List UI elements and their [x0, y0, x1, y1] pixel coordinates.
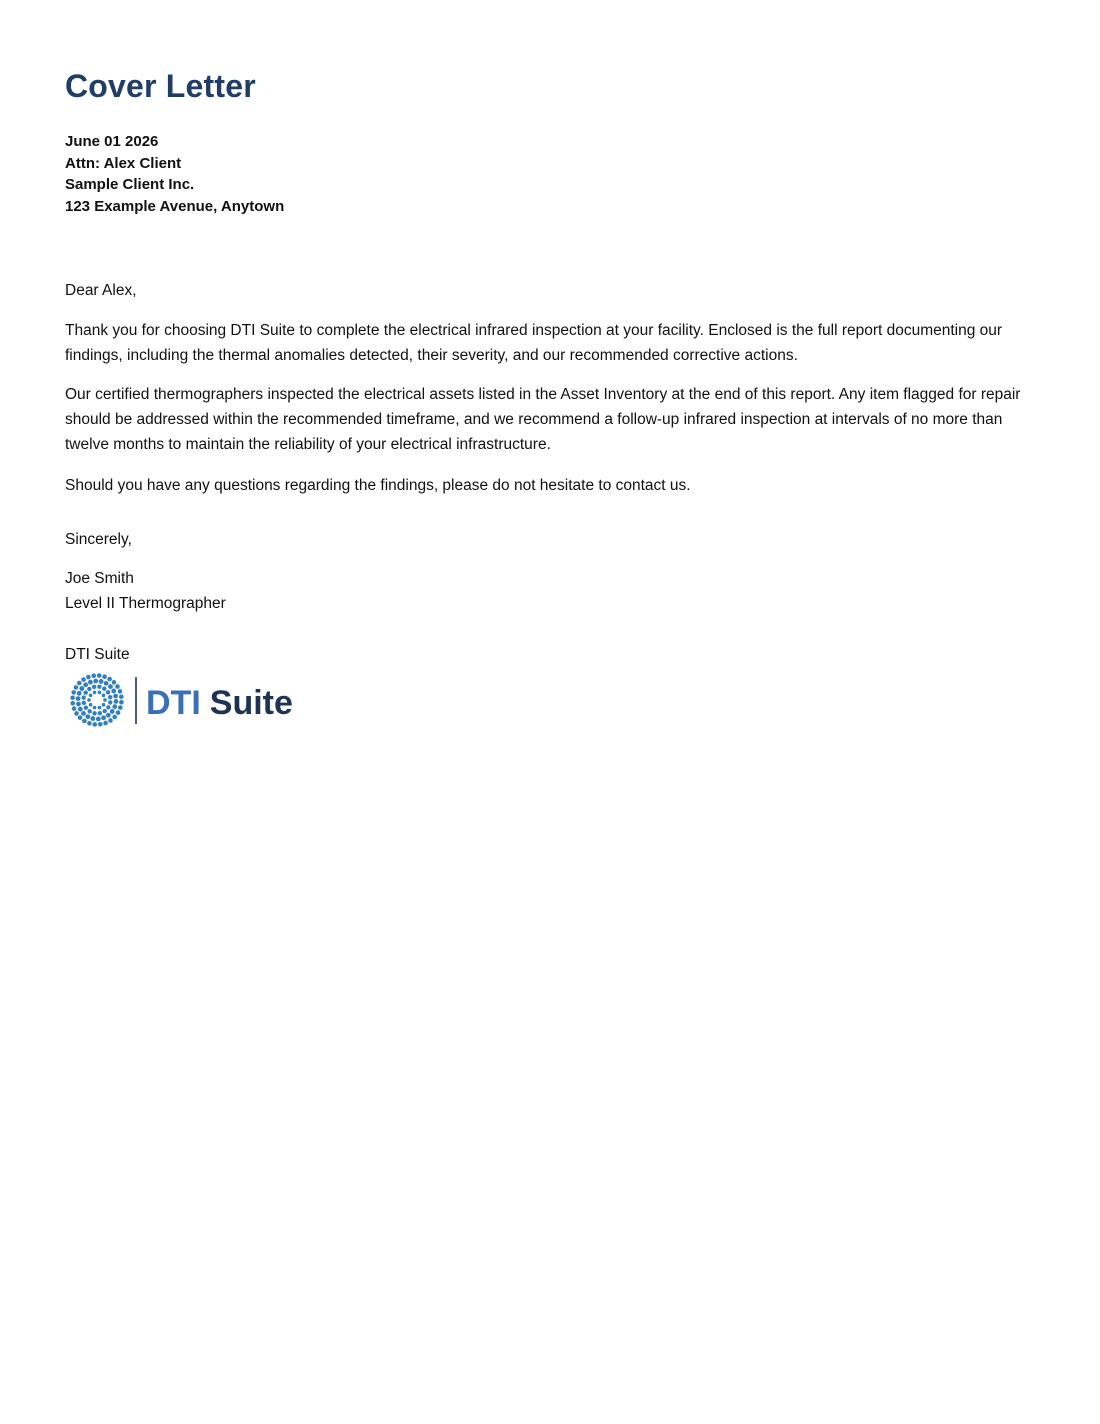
logo-dot — [81, 711, 86, 716]
logo-dot — [82, 719, 87, 724]
logo-dot — [92, 722, 97, 727]
logo-dot — [92, 711, 96, 715]
logo-dot — [102, 703, 106, 707]
logo-dot — [93, 706, 97, 710]
body-paragraph-2: Our certified thermographers inspected the electrical assets listed in the Asset Inventory at the end of this report. Any item flagged for repair should be addressed within the recommended timeframe, and we recommend a follow-up infrared inspection at intervals of no more than twelve months to maintain the reliability of your electrical infrastructure. — [65, 386, 1021, 453]
attention-line: Attn: Alex Client — [65, 154, 182, 172]
logo-dot — [84, 705, 88, 709]
signer-title: Level II Thermographer — [65, 595, 226, 612]
recipient-address-block — [65, 131, 284, 217]
logo-dot — [82, 701, 86, 705]
logo-dot — [87, 698, 91, 702]
logo-dot — [106, 705, 110, 709]
logo-dot — [76, 696, 81, 701]
logo-dot — [108, 684, 113, 689]
logo-dot — [112, 680, 117, 685]
logo-dot — [106, 690, 110, 694]
logo-dot — [103, 698, 107, 702]
logo-dot — [98, 711, 102, 715]
logo-dot — [83, 682, 88, 687]
logo-dot — [70, 701, 75, 706]
logo-dot — [93, 691, 97, 695]
logo-dot — [97, 685, 101, 689]
logo-dot — [114, 699, 119, 704]
logo-dot — [112, 715, 117, 720]
logo-dot — [87, 687, 91, 691]
logo-dot — [88, 680, 93, 685]
logo-dot — [82, 695, 86, 699]
client-street: 123 Example Avenue, Anytown — [65, 197, 285, 215]
salutation: Dear Alex, — [65, 282, 137, 299]
logo-dot — [81, 677, 86, 682]
logo-dot — [79, 686, 84, 691]
logo-dot — [76, 702, 81, 707]
signature-company: DTI Suite — [65, 646, 130, 663]
dti-suite-logo — [65, 668, 305, 734]
logo-dot — [118, 689, 123, 694]
logo-dot — [85, 714, 90, 719]
logo-dot — [87, 709, 91, 713]
logo-dot — [98, 722, 103, 727]
logo-dot — [102, 709, 106, 713]
logo-dot — [112, 704, 117, 709]
logo-dot — [102, 694, 106, 698]
logo-dot — [72, 706, 77, 711]
logo-dot — [110, 709, 115, 714]
logo-text-suite: Suite — [209, 684, 293, 722]
logo-dot — [118, 705, 123, 710]
logo-dot — [113, 694, 118, 699]
body-paragraph-3: Should you have any questions regarding the findings, please do not hesitate to contact us. — [65, 477, 691, 494]
logo-dot — [108, 700, 112, 704]
logo-dot — [108, 718, 113, 723]
logo-dot — [102, 686, 106, 690]
logo-dot — [92, 685, 96, 689]
logo-dot — [119, 694, 124, 699]
logo-dot — [98, 706, 102, 710]
logo-dot — [93, 679, 98, 684]
logo-dot — [115, 684, 120, 689]
logo-dot — [102, 674, 107, 679]
logo-dot — [97, 673, 102, 678]
logo-dot — [104, 681, 109, 686]
logo-dot — [89, 694, 93, 698]
body-paragraph-1: Thank you for choosing DTI Suite to complete the electrical infrared inspection at your facility. Enclosed is the full report documenting our findings, including the thermal anomalies detected, their severity, and our recommended corrective actions. — [65, 322, 1003, 364]
logo-dot — [89, 703, 93, 707]
logo-dot — [74, 711, 79, 716]
logo-dot — [103, 721, 108, 726]
dotted-sunburst-icon — [70, 673, 123, 726]
logo-dot — [86, 675, 91, 680]
logo-dot — [98, 691, 102, 695]
logo-dot — [77, 691, 82, 696]
logo-dot — [91, 716, 96, 721]
logo-dot — [101, 715, 106, 720]
logo-dot — [78, 707, 83, 712]
logo-dot — [99, 679, 104, 684]
closing: Sincerely, — [65, 531, 132, 548]
logo-dot — [91, 673, 96, 678]
logo-dot — [116, 710, 121, 715]
logo-dot — [70, 695, 75, 700]
logo-dot — [107, 677, 112, 682]
page-title: Cover Letter — [65, 68, 256, 104]
logo-dot — [96, 717, 101, 722]
logo-dot — [119, 700, 124, 705]
logo-dot — [106, 713, 111, 718]
client-company: Sample Client Inc. — [65, 176, 195, 193]
logo-dot — [111, 689, 116, 694]
logo-wordmark — [146, 684, 293, 722]
logo-dot — [74, 685, 79, 690]
logo-dot — [108, 695, 112, 699]
logo-dot — [71, 690, 76, 695]
signer-name: Joe Smith — [65, 570, 134, 587]
logo-dot — [83, 690, 87, 694]
logo-dot — [87, 721, 92, 726]
letter-date: June 01 2026 — [65, 133, 159, 150]
logo-dot — [78, 715, 83, 720]
logo-text-dti: DTI — [146, 684, 201, 722]
logo-dot — [77, 681, 82, 686]
